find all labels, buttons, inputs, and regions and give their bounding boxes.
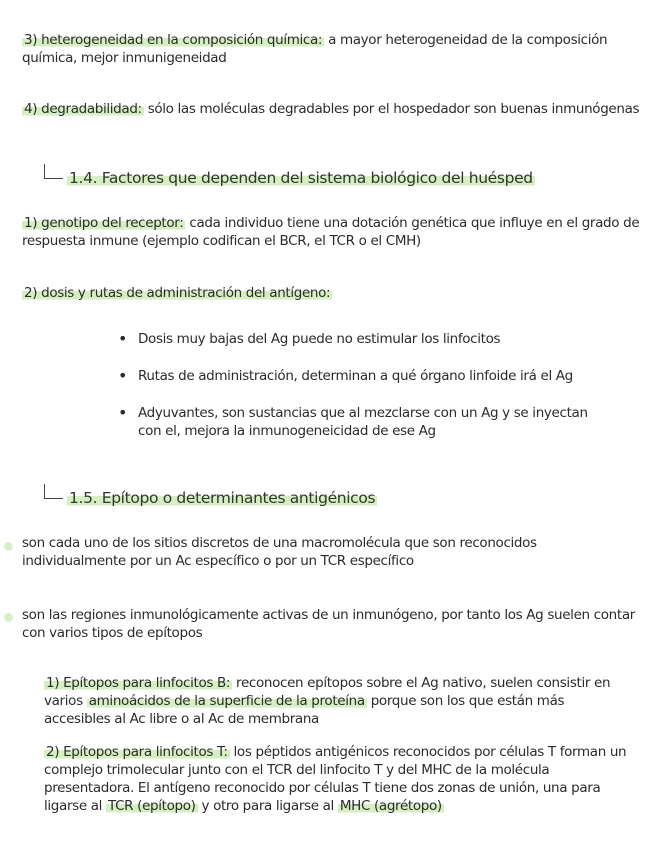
sub-arrow-icon — [44, 164, 63, 179]
section-heading-1-5 — [44, 488, 377, 508]
term-degradabilidad: 4) degradabilidad: — [24, 101, 142, 117]
section-heading-1-4 — [44, 168, 535, 188]
bullet-item: • Adyuvantes, son sustancias que al mezclarse con un Ag y se inyectan con el, mejora la inmunogeneicidad de ese Ag — [118, 404, 598, 440]
text-degradabilidad: sólo las moléculas degradables por el hospedador son buenas inmunógenas — [143, 101, 640, 117]
paragraph-dosis — [22, 284, 642, 302]
paragraph-epitopos-b — [44, 674, 634, 728]
text-heterogeneidad: a mayor heterogeneidad de la composición química, mejor inmunigeneidad — [22, 32, 608, 66]
text-epitopos-b-2: porque son los que están más accesibles al Ac libre o al Ac de membrana — [44, 693, 565, 727]
bullet-dot-icon — [4, 613, 13, 622]
text-definicion-1: son cada uno de los sitios discretos de una macromolécula que son reconocidos individualmente por un Ac específico o por un TCR específico — [22, 535, 537, 569]
paragraph-genotipo — [22, 214, 642, 250]
paragraph-definicion-2 — [22, 606, 642, 642]
bullet-dot-icon — [4, 542, 13, 551]
bullet-item: • Rutas de administración, determinan a qué órgano linfoide irá el Ag — [118, 367, 598, 385]
term-heterogeneidad: 3) heterogeneidad en la composición química: — [24, 32, 323, 48]
term-epitopos-b: 1) Epítopos para linfocitos B: — [46, 675, 231, 691]
bullet-item: • Dosis muy bajas del Ag puede no estimular los linfocitos — [118, 330, 598, 348]
highlight-mhc: MHC (agrétopo) — [339, 798, 442, 814]
term-genotipo: 1) genotipo del receptor: — [24, 215, 184, 231]
term-epitopos-t: 2) Epítopos para linfocitos T: — [46, 744, 228, 760]
heading-text-1-4: 1.4. Factores que dependen del sistema biológico del huésped — [69, 169, 533, 187]
text-epitopos-t-1: los péptidos antigénicos reconocidos por células T forman un complejo trimolecular junto con el TCR del linfocito T y del MHC de la molécula presentadora. El antígeno reconocido por células T tiene dos zonas de unión, una para ligarse al — [44, 744, 627, 814]
text-genotipo: cada individuo tiene una dotación genética que influye en el grado de respuesta inmune (ejemplo codifican el BCR, el TCR o el CMH) — [22, 215, 640, 249]
paragraph-epitopos-t — [44, 743, 639, 815]
paragraph-heterogeneidad — [22, 31, 642, 67]
paragraph-degradabilidad — [22, 100, 642, 118]
bullet-list-dosis — [118, 330, 598, 440]
paragraph-definicion-1 — [22, 534, 642, 570]
sub-arrow-icon — [44, 484, 63, 499]
text-epitopos-b-1: reconocen epítopos sobre el Ag nativo, suelen consistir en varios — [44, 675, 611, 709]
text-epitopos-t-2: y otro para ligarse al — [197, 798, 338, 814]
highlight-tcr: TCR (epítopo) — [108, 798, 196, 814]
heading-text-1-5: 1.5. Epítopo o determinantes antigénicos — [69, 489, 376, 507]
highlight-aminoacidos: aminoácidos de la superficie de la proteína — [88, 693, 365, 709]
text-definicion-2: son las regiones inmunológicamente activas de un inmunógeno, por tanto los Ag suelen contar con varios tipos de epítopos — [22, 607, 635, 641]
term-dosis: 2) dosis y rutas de administración del antígeno: — [24, 285, 331, 301]
